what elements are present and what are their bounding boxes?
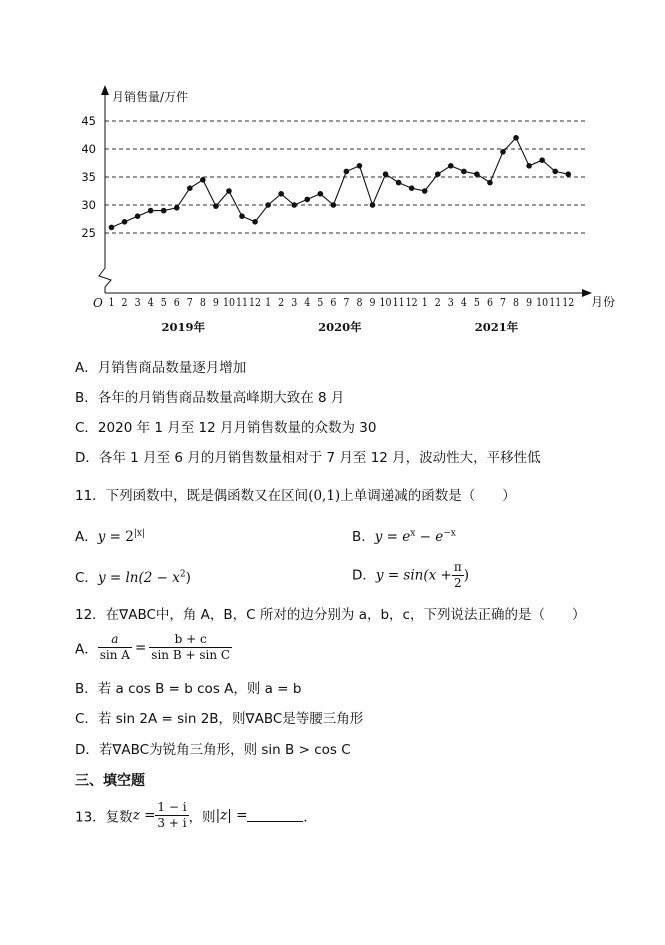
x-tick-label: 2 (434, 296, 441, 309)
q11-d-fraction (452, 560, 464, 591)
y-axis-break (99, 268, 111, 293)
y-tick-label: 40 (81, 142, 96, 156)
data-point (552, 169, 558, 175)
q11-stem-a: 11．下列函数中，既是偶函数又在区间 (75, 488, 309, 504)
x-tick-label: 8 (356, 296, 363, 309)
q12-a-den1: sin A (99, 648, 130, 662)
data-point (148, 208, 154, 214)
x-tick-label: 9 (526, 296, 533, 309)
x-tick-label: 11 (392, 296, 405, 309)
data-point (109, 225, 115, 231)
year-label: 2021年 (474, 320, 519, 334)
x-tick-label: 7 (343, 296, 350, 309)
q13-den: 3 + i (157, 816, 187, 830)
x-tick-label: 8 (199, 296, 206, 309)
q12-a-num2: b + c (149, 632, 232, 648)
q11-interval: (0,1) (308, 488, 341, 504)
x-tick-label: 4 (147, 296, 154, 309)
x-tick-label: 3 (291, 296, 298, 309)
x-axis-label: 月份 (591, 295, 616, 309)
q11-c-exp: 2 (179, 569, 186, 580)
series-line (112, 138, 569, 228)
x-tick-label: 5 (317, 296, 324, 309)
data-point (383, 171, 389, 177)
q12-stem: 12．在∇ABC中，角 A，B，C 所对的边分别为 a，b，c，下列说法正确的是（ ） (75, 607, 586, 623)
q13-z-eq: z = (132, 807, 156, 824)
q11-b-exp2: −x (443, 528, 456, 539)
x-tick-label: 12 (249, 296, 262, 309)
data-point (161, 208, 167, 214)
origin-label: O (93, 296, 103, 310)
x-tick-label: 1 (421, 296, 428, 309)
x-tick-label: 6 (486, 296, 493, 309)
q13-stem: 13．复数 (75, 809, 133, 826)
x-tick-label: 5 (473, 296, 480, 309)
x-tick-label: 12 (405, 296, 418, 309)
y-tick-label: 35 (81, 170, 96, 184)
data-point (200, 177, 206, 183)
data-point (396, 180, 402, 186)
data-point (265, 202, 271, 208)
x-tick-label: 6 (330, 296, 337, 309)
data-point (239, 213, 245, 219)
data-point (174, 205, 180, 211)
data-point (487, 180, 493, 186)
x-tick-label: 8 (513, 296, 520, 309)
x-tick-label: 4 (304, 296, 311, 309)
x-tick-label: 4 (460, 296, 467, 309)
data-point (526, 163, 532, 169)
data-point (291, 202, 297, 208)
q11-option-b (352, 525, 456, 545)
q12-option-b: B．若 a cos B = b cos A，则 a = b (75, 681, 302, 697)
q13-num: 1 − i (157, 800, 187, 814)
year-label: 2020年 (318, 320, 362, 334)
y-axis-arrow-icon (101, 85, 109, 95)
q12-option-c: C．若 sin 2A = sin 2B，则∇ABC是等腰三角形 (75, 711, 364, 727)
y-tick-label: 30 (81, 198, 96, 212)
data-point (370, 202, 376, 208)
data-point (474, 171, 480, 177)
x-tick-label: 12 (562, 296, 575, 309)
q12-option-a (75, 632, 232, 663)
q11-b-expr: y = e (374, 529, 411, 545)
data-point (135, 213, 141, 219)
q12-a-frac1 (98, 632, 132, 663)
q11-b-exp1: x (410, 528, 416, 539)
data-point (331, 202, 337, 208)
data-point (513, 135, 519, 141)
q11-option-a (75, 525, 145, 545)
data-point (448, 163, 454, 169)
q12-a-label: A． (75, 641, 98, 658)
x-tick-label: 10 (536, 296, 549, 309)
x-tick-labels (109, 296, 575, 309)
x-tick-label: 6 (173, 296, 180, 309)
q11-d-expr: y = sin(x + (375, 567, 452, 584)
q10-option-d: D．各年 1 月至 6 月的月销售数量相对于 7 月至 12 月，波动性大，平移性低 (75, 450, 541, 466)
q11-b-label: B． (352, 529, 375, 545)
x-tick-label: 10 (379, 296, 392, 309)
q11-c-close: ) (185, 570, 191, 586)
x-tick-label: 11 (549, 296, 562, 309)
q10-option-a: A．月销售商品数量逐月增加 (75, 360, 247, 376)
x-tick-label: 3 (447, 296, 454, 309)
q10-option-c: C．2020 年 1 月至 12 月月销售数量的众数为 30 (75, 420, 377, 436)
y-tick-label: 45 (81, 114, 96, 128)
q11-d-label: D． (352, 567, 376, 584)
q13-answer-blank[interactable] (247, 809, 303, 822)
q11-a-label: A． (75, 529, 98, 545)
q13-end: ． (303, 809, 317, 826)
data-point (226, 188, 232, 194)
x-tick-label: 10 (222, 296, 235, 309)
x-tick-label: 9 (212, 296, 219, 309)
data-point (565, 171, 571, 177)
x-tick-label: 2 (121, 296, 128, 309)
data-point (409, 185, 415, 191)
data-point (435, 171, 441, 177)
x-tick-label: 11 (236, 296, 248, 309)
q12-option-d: D．若∇ABC为锐角三角形，则 sin B > cos C (75, 742, 351, 758)
q12-a-den2: sin B + sin C (151, 648, 231, 662)
q11-a-y: y (97, 529, 106, 545)
q11-stem-b: 上单调递减的函数是（ ） (340, 488, 516, 504)
q11-option-c (75, 566, 191, 586)
q11-d-close: ) (463, 567, 470, 584)
q13-then: ，则 (188, 809, 216, 826)
x-tick-label: 1 (108, 296, 115, 309)
y-axis-label: 月销售量/万件 (112, 90, 189, 104)
x-tick-label: 5 (160, 296, 167, 309)
data-point (187, 185, 193, 191)
q11-stem (75, 484, 516, 504)
data-point (461, 169, 467, 175)
data-point (278, 191, 284, 197)
q12-a-num1: a (98, 632, 132, 648)
data-point (304, 197, 310, 203)
q11-d-num: π (453, 560, 462, 574)
q12-a-eq: = (134, 639, 147, 656)
q13-fraction (155, 800, 188, 831)
data-point (318, 191, 324, 197)
x-tick-label: 7 (500, 296, 506, 309)
x-tick-label: 7 (186, 296, 193, 309)
y-tick-labels (81, 114, 96, 240)
x-tick-label: 3 (134, 296, 141, 309)
y-tick-label: 25 (81, 226, 96, 240)
data-point (344, 169, 350, 175)
chart-axes (99, 85, 592, 297)
q12-a-frac2 (149, 632, 232, 663)
q11-a-exp: |x| (133, 528, 146, 539)
data-point (122, 219, 128, 225)
data-point (500, 149, 506, 155)
data-point (252, 219, 258, 225)
q13-absz: |z| = (215, 807, 248, 824)
q10-option-b: B．各年的月销售商品数量高峰期大致在 8 月 (75, 390, 345, 406)
data-point (357, 163, 363, 169)
q11-b-minus: − e (415, 529, 444, 545)
q11-option-d (352, 560, 469, 591)
year-labels (162, 320, 519, 334)
year-label: 2019年 (161, 320, 206, 334)
q11-c-expr: y = ln(2 − x (97, 570, 180, 586)
data-point (422, 188, 428, 194)
x-tick-label: 1 (265, 296, 272, 309)
q13 (75, 800, 317, 831)
section-heading-fill-in: 三、填空题 (75, 773, 145, 789)
q11-c-label: C． (75, 570, 98, 586)
q11-d-den: 2 (453, 576, 462, 590)
sales-line-chart (0, 0, 665, 345)
data-point (213, 203, 219, 209)
data-point (539, 157, 545, 163)
x-tick-label: 2 (278, 296, 285, 309)
q11-a-eq: = 2 (105, 529, 134, 545)
x-tick-label: 9 (369, 296, 376, 309)
